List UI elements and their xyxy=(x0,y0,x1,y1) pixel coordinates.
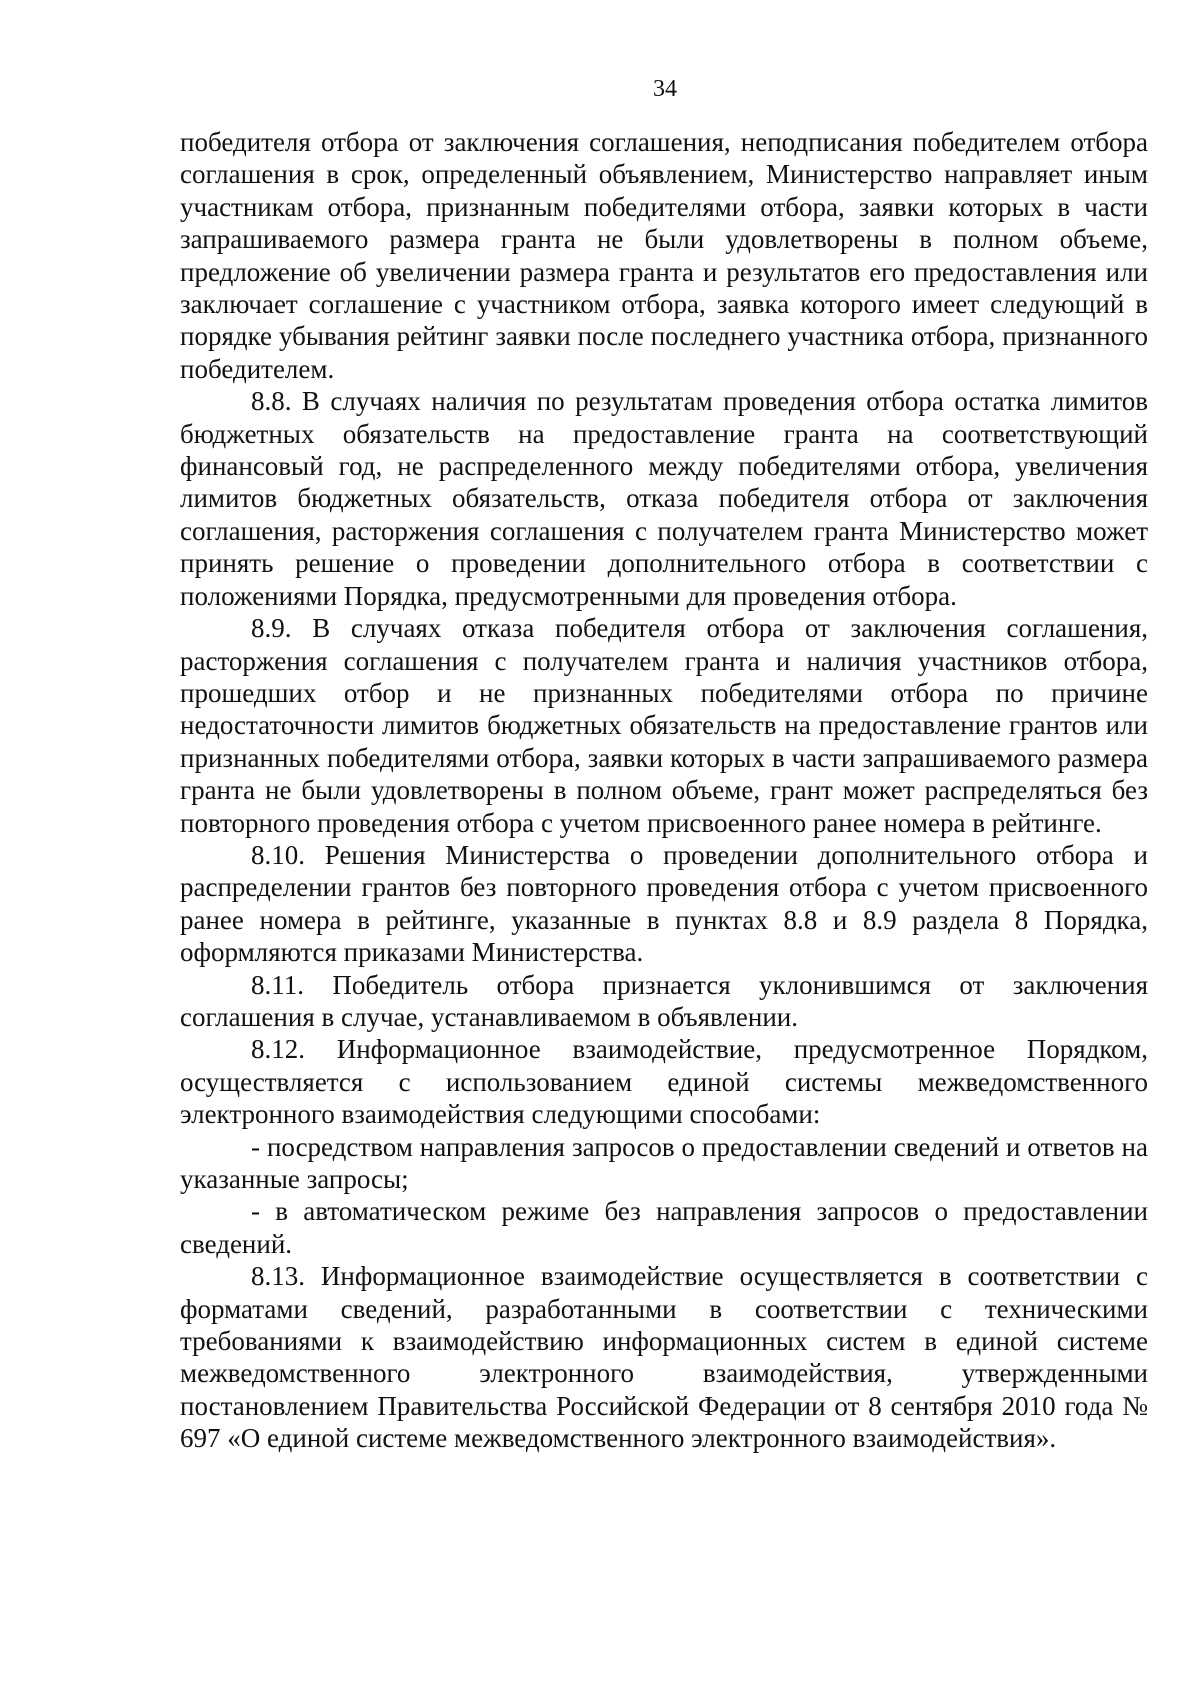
list-item-request-response: - посредством направления запросов о предоставлении сведений и ответов на указанные запросы; xyxy=(180,1131,1148,1194)
paragraph-8-13: 8.13. Информационное взаимодействие осуществляется в соответствии с форматами сведений, разработанными в соответствии с техническими требованиями к взаимодействию информационных систем в единой системе межведомственного электронного взаимодействия, утвержденными постановлением Правительства Российской Федерации от 8 сентября 2010 года № 697 «О единой системе межведомственного электронного взаимодействия». xyxy=(180,1261,1148,1454)
paragraph-8-8: 8.8. В случаях наличия по результатам проведения отбора остатка лимитов бюджетных обязательств на предоставление гранта на соответствующий финансовый год, не распределенного между победителями отбора, увеличения лимитов бюджетных обязательств, отказа победителя отбора от заключения соглашения, расторжения соглашения с получателем гранта Министерство может принять решение о проведении дополнительного отбора в соответствии с положениями Порядка, предусмотренными для проведения отбора. xyxy=(180,386,1148,611)
paragraph-8-10: 8.10. Решения Министерства о проведении дополнительного отбора и распределении грантов без повторного проведения отбора с учетом присвоенного ранее номера в рейтинге, указанные в пунктах 8.8 и 8.9 раздела 8 Порядка, оформляются приказами Министерства. xyxy=(180,839,1148,968)
list-item-automatic-mode: - в автоматическом режиме без направления запросов о предоставлении сведений. xyxy=(180,1196,1148,1259)
page-number: 34 xyxy=(653,76,677,102)
paragraph-8-12: 8.12. Информационное взаимодействие, предусмотренное Порядком, осуществляется с использованием единой системы межведомственного электронного взаимодействия следующими способами: xyxy=(180,1034,1148,1130)
paragraph-8-9: 8.9. В случаях отказа победителя отбора от заключения соглашения, расторжения соглашения с получателем гранта и наличия участников отбора, прошедших отбор и не признанных победителями отбора по причине недостаточности лимитов бюджетных обязательств на предоставление грантов или признанных победителями отбора, заявки которых в части запрашиваемого размера гранта не были удовлетворены в полном объеме, грант может распределяться без повторного проведения отбора с учетом присвоенного ранее номера в рейтинге. xyxy=(180,613,1148,838)
paragraph-continuation: победителя отбора от заключения соглашения, неподписания победителем отбора соглашения в срок, определенный объявлением, Министерство направляет иным участникам отбора, признанным победителями отбора, заявки которых в части запрашиваемого размера гранта не были удовлетворены в полном объеме, предложение об увеличении размера гранта и результатов его предоставления или заключает соглашение с участником отбора, заявка которого имеет следующий в порядке убывания рейтинг заявки после последнего участника отбора, признанного победителем. xyxy=(180,127,1148,384)
paragraph-8-11: 8.11. Победитель отбора признается уклонившимся от заключения соглашения в случае, устанавливаемом в объявлении. xyxy=(180,969,1148,1032)
document-body xyxy=(180,126,1148,1455)
